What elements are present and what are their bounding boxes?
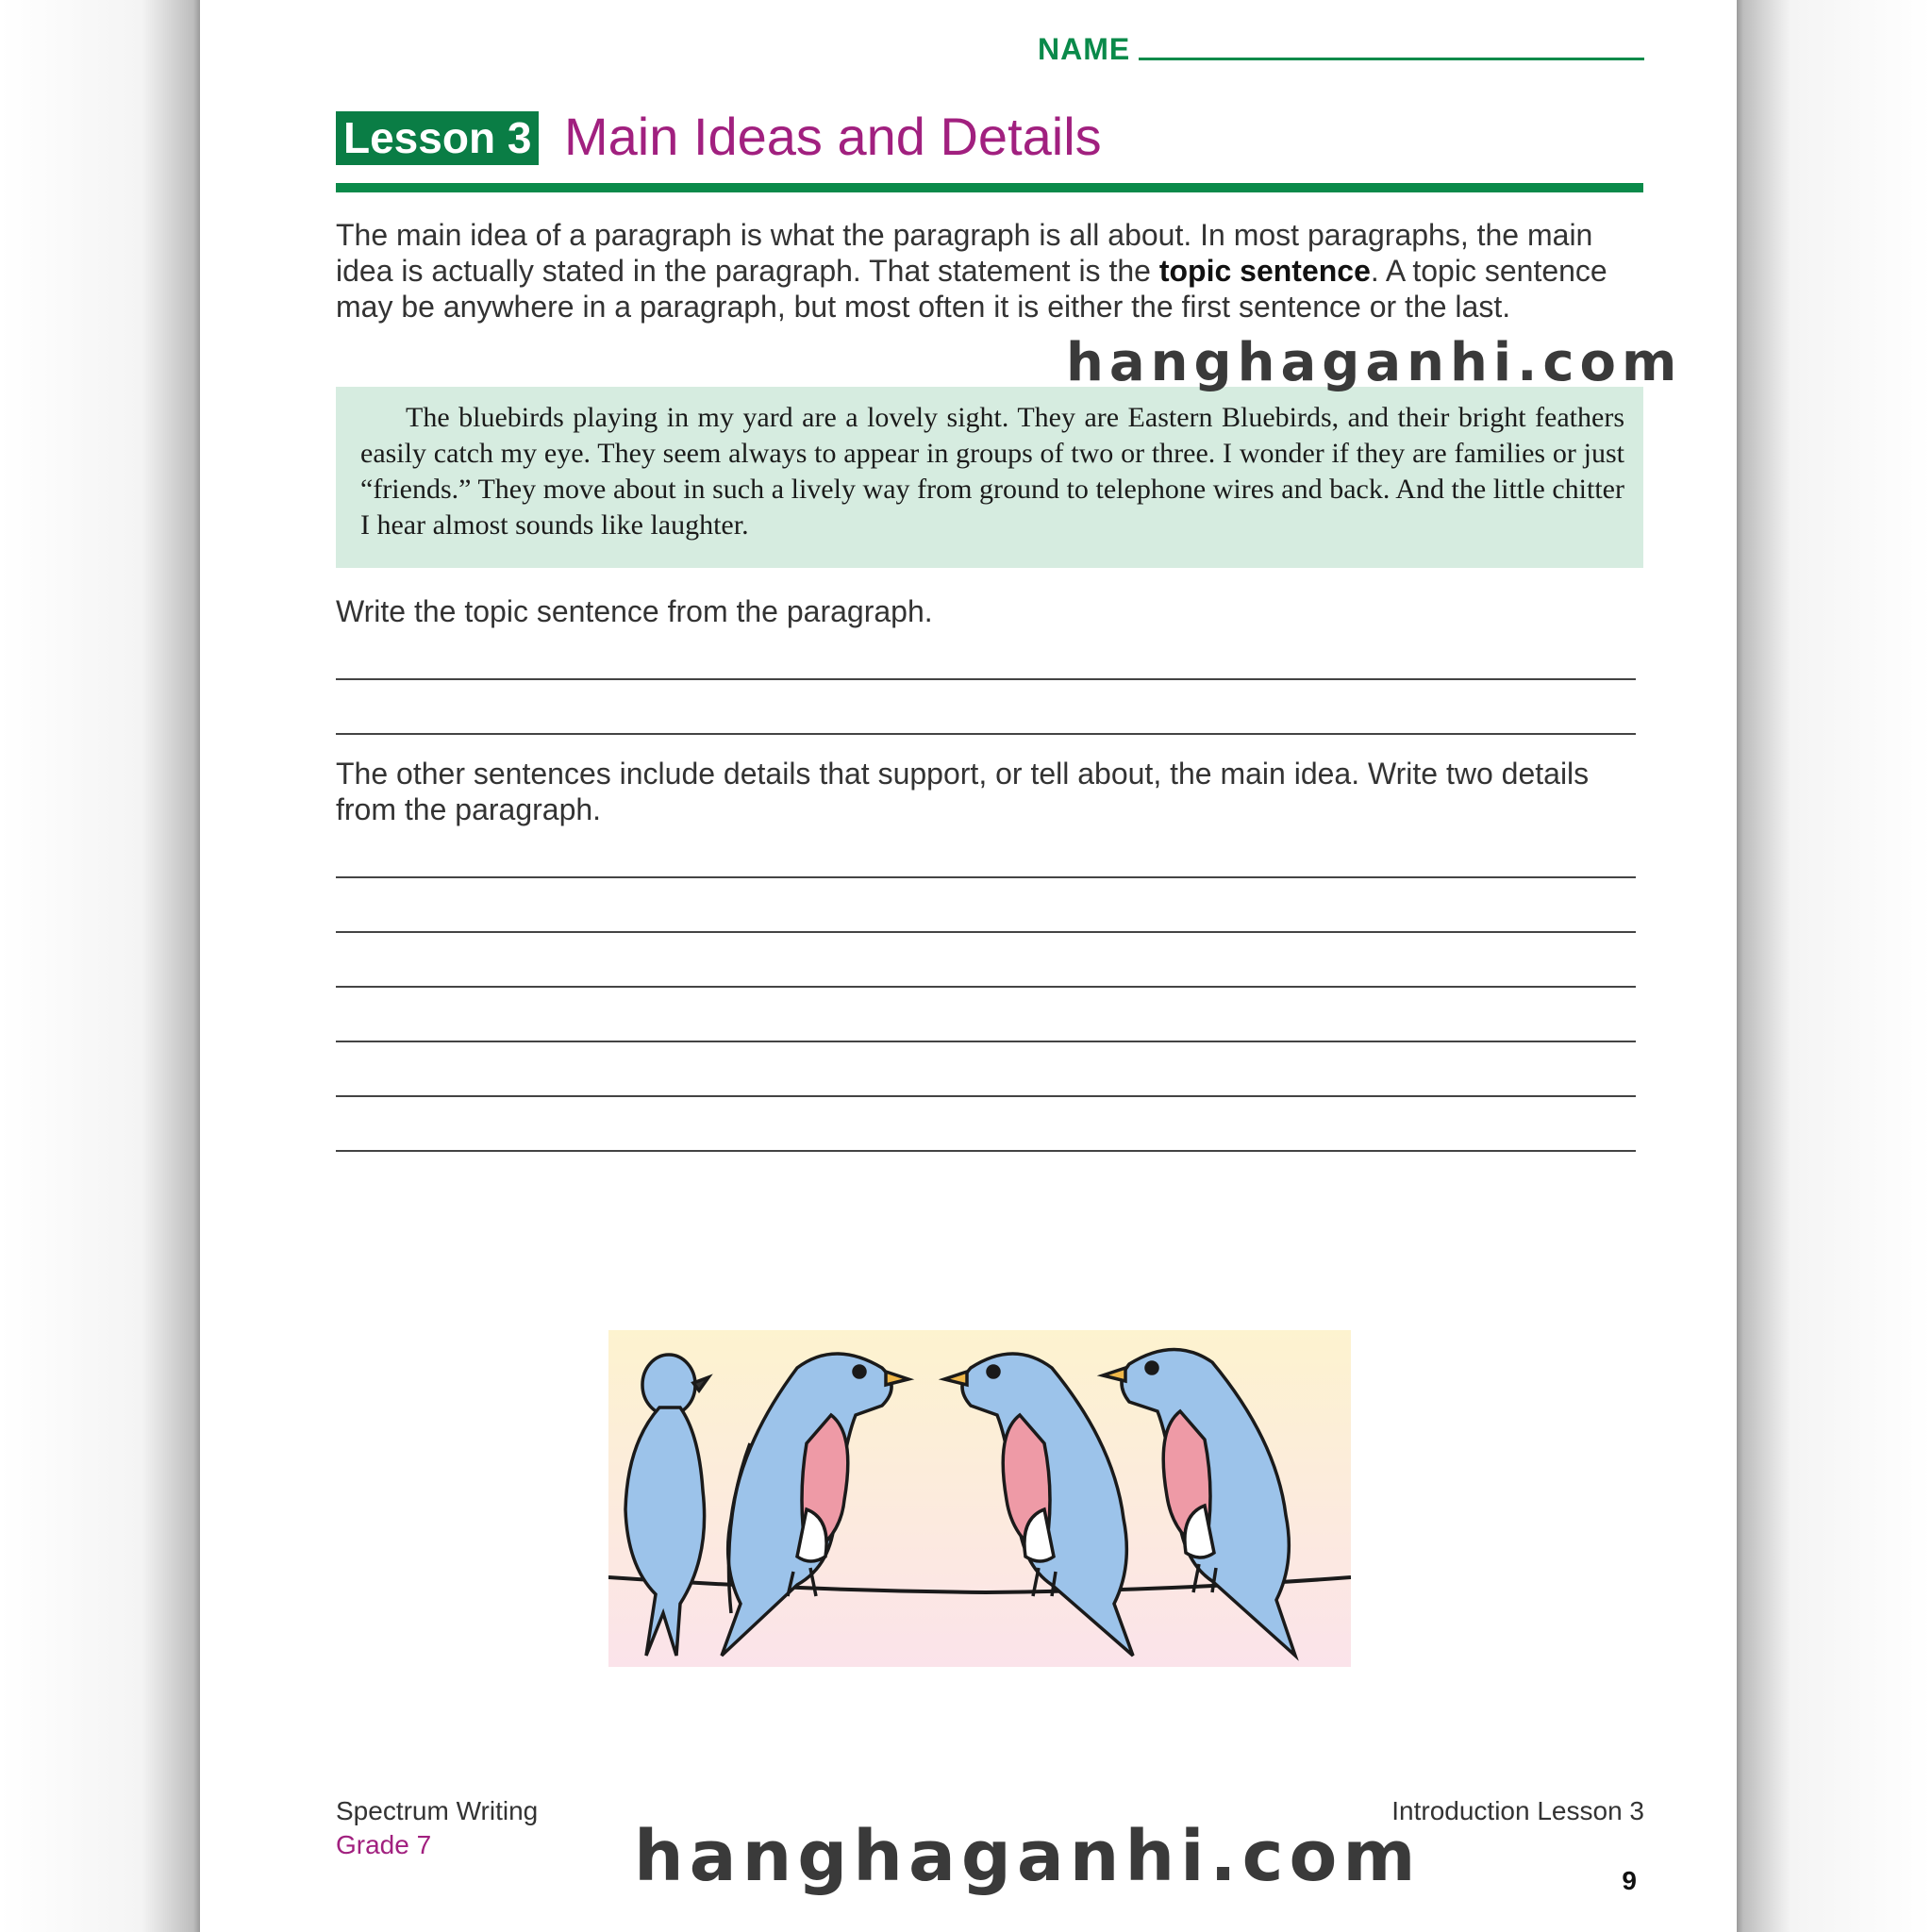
page-shadow-left — [0, 0, 208, 1932]
intro-text-2: . A topic sentence may be anywhere in a paragraph, but most often it is either the first sentence or the last. — [336, 254, 1607, 324]
worksheet-page — [200, 0, 1737, 1932]
answer-line[interactable] — [336, 876, 1636, 878]
lesson-title: Main Ideas and Details — [564, 107, 1102, 166]
prompt-details: The other sentences include details that support, or tell about, the main idea. Write two details from the paragraph. — [336, 757, 1590, 826]
intro-bold-term: topic sentence — [1158, 254, 1371, 288]
title-divider — [336, 183, 1643, 192]
name-label: NAME — [1038, 32, 1131, 66]
answer-line[interactable] — [336, 733, 1636, 735]
page-number: 9 — [1622, 1866, 1637, 1895]
footer-brand: Spectrum Writing — [336, 1796, 539, 1825]
footer-grade: Grade 7 — [336, 1830, 432, 1859]
prompt-topic-sentence: Write the topic sentence from the paragraph. — [336, 594, 933, 628]
passage-text: The bluebirds playing in my yard are a lovely sight. They are Eastern Bluebirds, and their bright feathers easily catch my eye. They seem always to appear in groups of two or three. I wonder if they are families or just “friends.” They move about in such a lively way from ground to telephone wires and back. And the little chitter I hear almost sounds like laughter. — [360, 402, 1624, 541]
watermark-text-bottom: hanghaganhi.com — [634, 1816, 1422, 1897]
answer-line[interactable] — [336, 986, 1636, 988]
watermark-text: hanghaganhi.com — [1066, 332, 1683, 393]
answer-line[interactable] — [336, 1095, 1636, 1097]
answer-line[interactable] — [336, 1041, 1636, 1042]
name-field-line[interactable] — [1139, 58, 1644, 60]
footer-section: Introduction Lesson 3 — [1391, 1796, 1644, 1825]
page-shadow-right — [1724, 0, 1932, 1932]
lesson-badge: Lesson 3 — [336, 111, 539, 165]
answer-line[interactable] — [336, 678, 1636, 680]
intro-paragraph — [336, 217, 1649, 325]
passage-box — [336, 387, 1643, 568]
bluebirds-illustration — [608, 1330, 1351, 1667]
intro-text-1: The main idea of a paragraph is what the paragraph is all about. In most paragraphs, the main idea is actually stated in the paragraph. That statement is the — [336, 218, 1593, 288]
answer-line[interactable] — [336, 1150, 1636, 1152]
answer-line[interactable] — [336, 931, 1636, 933]
